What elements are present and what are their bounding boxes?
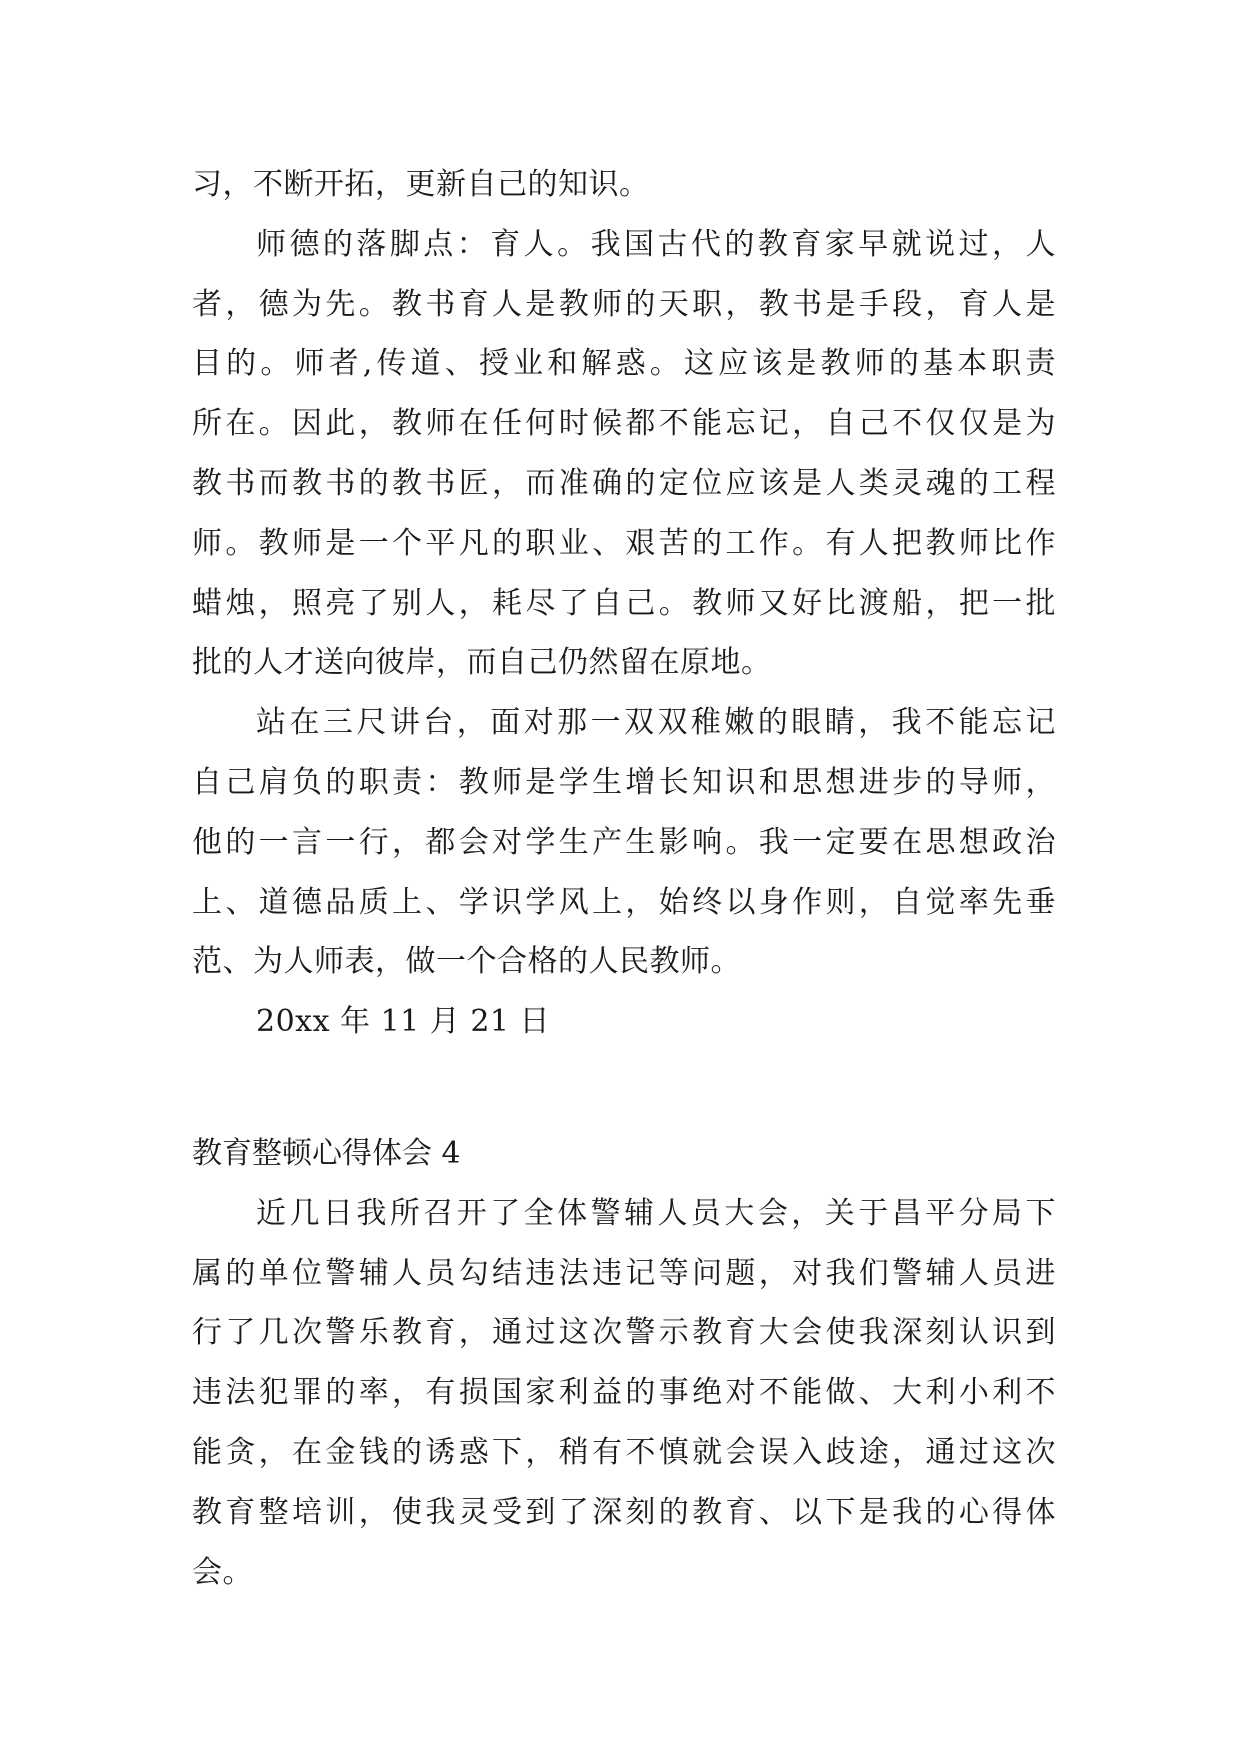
paragraph-line: 违法犯罪的率，有损国家利益的事绝对不能做、大利小利不	[192, 1375, 1056, 1411]
paragraph-line: 目的。师者,传道、授业和解惑。这应该是教师的基本职责	[192, 346, 1056, 382]
paragraph-line: 蜡烛，照亮了别人，耗尽了自己。教师又好比渡船，把一批	[192, 585, 1056, 621]
paragraph-line: 师。教师是一个平凡的职业、艰苦的工作。有人把教师比作	[192, 525, 1056, 561]
paragraph-line: 行了几次警乐教育，通过这次警示教育大会使我深刻认识到	[192, 1315, 1056, 1351]
paragraph-line: 习，不断开拓，更新自己的知识。	[192, 167, 650, 202]
paragraph-line: 教育整培训，使我灵受到了深刻的教育、以下是我的心得体	[192, 1494, 1056, 1530]
document-body	[192, 155, 1056, 1602]
section-spacer	[192, 1052, 1056, 1124]
paragraph-line: 者，德为先。教书育人是教师的天职，教书是手段，育人是	[192, 286, 1056, 322]
paragraph-line: 属的单位警辅人员勾结违法违记等问题，对我们警辅人员进	[192, 1255, 1056, 1291]
paragraph-line: 能贪，在金钱的诱惑下，稍有不慎就会误入歧途，通过这次	[192, 1434, 1056, 1470]
paragraph-line: 批的人才送向彼岸，而自己仍然留在原地。	[192, 645, 772, 681]
paragraph-line: 站在三尺讲台，面对那一双双稚嫩的眼睛，我不能忘记	[256, 705, 1056, 741]
paragraph-line: 自己肩负的职责：教师是学生增长知识和思想进步的导师，	[192, 764, 1056, 800]
paragraph-line: 师德的落脚点：育人。我国古代的教育家早就说过，人	[256, 226, 1056, 262]
paragraph-line: 所在。因此，教师在任何时候都不能忘记，自己不仅仅是为	[192, 406, 1056, 442]
paragraph-line: 范、为人师表，做一个合格的人民教师。	[192, 944, 741, 980]
paragraph-line: 会。	[192, 1554, 253, 1590]
section-heading: 教育整顿心得体会 4	[192, 1135, 461, 1171]
date-line: 20xx 年 11 月 21 日	[256, 1004, 551, 1040]
paragraph-line: 他的一言一行，都会对学生产生影响。我一定要在思想政治	[192, 824, 1056, 860]
paragraph-line: 教书而教书的教书匠，而准确的定位应该是人类灵魂的工程	[192, 465, 1056, 501]
paragraph-line: 上、道德品质上、学识学风上，始终以身作则，自觉率先垂	[192, 884, 1056, 920]
paragraph-line: 近几日我所召开了全体警辅人员大会，关于昌平分局下	[256, 1195, 1056, 1231]
